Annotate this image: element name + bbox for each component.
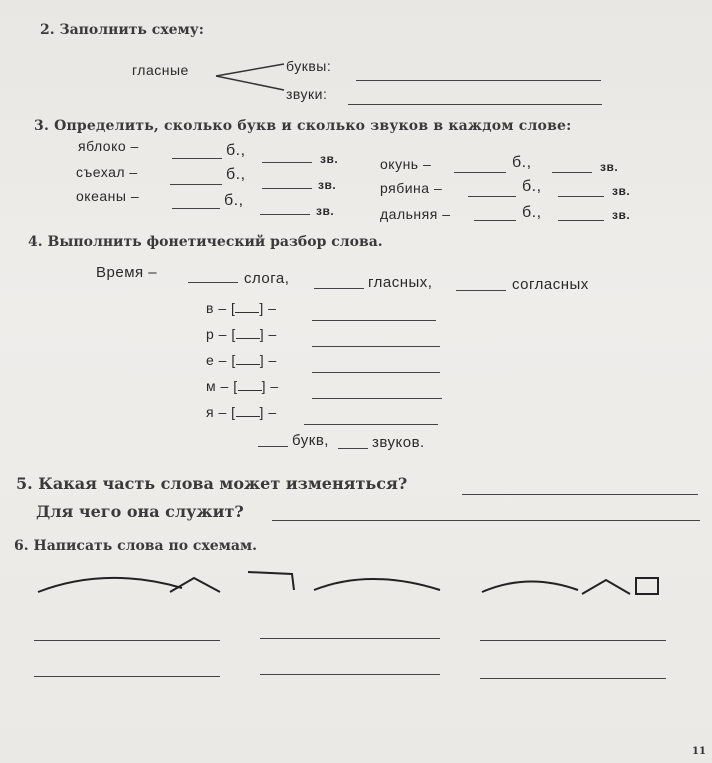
sounds-abbr: зв.: [318, 178, 337, 192]
sounds-abbr: зв.: [612, 208, 631, 222]
sounds-blank[interactable]: [262, 162, 312, 163]
letter-description-line[interactable]: [304, 424, 438, 425]
sounds-blank[interactable]: [558, 220, 604, 221]
letters-abbr: б.,: [512, 154, 532, 171]
transcription-blank[interactable]: [238, 389, 262, 391]
letter-label: р – [: [206, 326, 236, 342]
letters-blank[interactable]: [454, 172, 506, 173]
sounds-count-blank[interactable]: [338, 448, 368, 449]
letter-label: в – [: [206, 300, 236, 316]
sounds-count-label: звуков.: [372, 434, 425, 451]
transcription-blank[interactable]: [236, 363, 260, 365]
word-yabloko: яблоко –: [78, 138, 139, 154]
letter-row-ya: [206, 404, 277, 420]
word-sekhal: съехал –: [76, 164, 138, 180]
letter-description-line[interactable]: [312, 320, 436, 321]
sounds-blank[interactable]: [260, 214, 310, 215]
scheme-sounds-label: звуки:: [286, 86, 328, 102]
letters-blank[interactable]: [468, 196, 516, 197]
word-okeany: океаны –: [76, 188, 140, 204]
task6-answer-line[interactable]: [34, 676, 220, 677]
letters-blank[interactable]: [172, 208, 220, 209]
sounds-answer-line[interactable]: [348, 104, 602, 105]
task4-title: 4. Выполнить фонетический разбор слова.: [28, 234, 383, 250]
bracket-close: ] –: [259, 404, 277, 420]
letters-abbr: б.,: [522, 204, 542, 221]
suffix-caret-icon: [170, 578, 220, 592]
scheme-letters-label: буквы:: [286, 58, 332, 74]
letters-abbr: б.,: [226, 142, 246, 159]
root-arc-icon: [314, 579, 440, 590]
consonants-label: согласных: [512, 276, 589, 293]
letters-blank[interactable]: [474, 220, 516, 221]
bracket-close: ] –: [259, 352, 277, 368]
letter-row-m: [206, 378, 279, 394]
task6-answer-line[interactable]: [480, 640, 666, 641]
word-dalnyaya: дальняя –: [380, 206, 451, 222]
letter-row-r: [206, 326, 277, 342]
task2-title: 2. Заполнить схему:: [40, 22, 204, 38]
transcription-blank[interactable]: [235, 311, 259, 313]
task6-title: 6. Написать слова по схемам.: [14, 538, 257, 554]
sounds-abbr: зв.: [320, 152, 339, 166]
word-okun: окунь –: [380, 156, 432, 172]
sounds-blank[interactable]: [552, 172, 592, 173]
letter-row-e: [206, 352, 277, 368]
task6-answer-line[interactable]: [260, 638, 440, 639]
prefix-bracket-icon: [248, 572, 294, 590]
letter-label: я – [: [206, 404, 236, 420]
word-scheme-diagrams: [30, 566, 690, 606]
scheme-branch-lines: [212, 60, 292, 94]
letters-count-blank[interactable]: [258, 446, 288, 447]
bracket-close: ] –: [261, 378, 279, 394]
letters-abbr: б.,: [224, 192, 244, 209]
root-arc-icon: [38, 578, 182, 592]
consonants-blank[interactable]: [456, 290, 506, 291]
letter-description-line[interactable]: [312, 398, 442, 399]
letters-abbr: б.,: [226, 166, 246, 183]
ending-box-icon: [636, 578, 658, 594]
task3-title: 3. Определить, сколько букв и сколько звуков в каждом слове:: [34, 118, 572, 134]
sounds-blank[interactable]: [262, 188, 312, 189]
bracket-close: ] –: [259, 326, 277, 342]
letters-answer-line[interactable]: [356, 80, 601, 81]
letter-label: е – [: [206, 352, 236, 368]
sounds-abbr: зв.: [316, 204, 335, 218]
word-vremya: Время –: [96, 264, 158, 281]
transcription-blank[interactable]: [236, 415, 260, 417]
letter-description-line[interactable]: [312, 346, 440, 347]
letter-description-line[interactable]: [312, 372, 440, 373]
word-ryabina: рябина –: [380, 180, 443, 196]
bracket-close: ] –: [259, 300, 277, 316]
letters-blank[interactable]: [172, 158, 222, 159]
syllables-blank[interactable]: [188, 282, 238, 283]
sounds-abbr: зв.: [600, 160, 619, 174]
task5-answer1-line[interactable]: [462, 494, 698, 495]
transcription-blank[interactable]: [236, 337, 260, 339]
letter-label: м – [: [206, 378, 238, 394]
letters-abbr: б.,: [522, 178, 542, 195]
sounds-blank[interactable]: [558, 196, 604, 197]
task6-answer-line[interactable]: [480, 678, 666, 679]
task6-answer-line[interactable]: [34, 640, 220, 641]
vowels-blank[interactable]: [314, 288, 364, 289]
task5-question2: Для чего она служит?: [36, 502, 244, 521]
task5-answer2-line[interactable]: [272, 520, 700, 521]
letters-blank[interactable]: [170, 184, 222, 185]
suffix-caret-icon: [582, 580, 630, 594]
task6-answer-line[interactable]: [260, 674, 440, 675]
root-arc-icon: [482, 581, 578, 592]
letter-row-v: [206, 300, 276, 316]
sounds-abbr: зв.: [612, 184, 631, 198]
task5-question1: 5. Какая часть слова может изменяться?: [16, 474, 408, 493]
vowels-label: гласных,: [368, 274, 433, 291]
syllables-label: слога,: [244, 270, 290, 287]
scheme-root-label: гласные: [132, 62, 189, 78]
page-number: 11: [692, 746, 706, 757]
letters-count-label: букв,: [292, 432, 329, 449]
